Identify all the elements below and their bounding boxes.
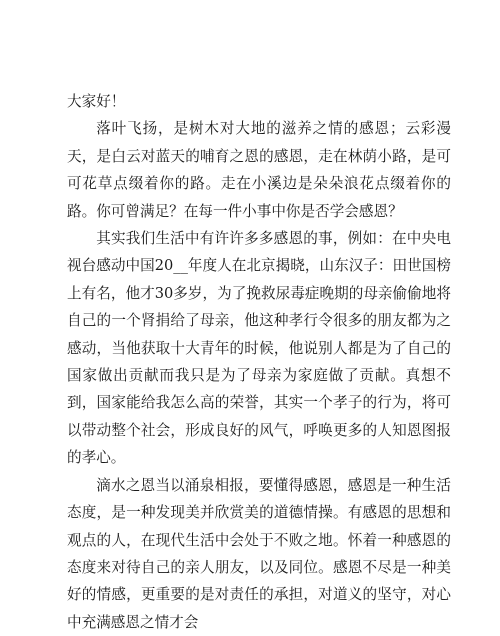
paragraph-gratitude-nature: 落叶飞扬，是树木对大地的滋养之情的感恩；云彩漫天，是白云对蓝天的哺育之恩的感恩，走在林荫小路，是可可花草点缀着你的路。走在小溪边是朵朵浪花点缀着你的路。你可曾满足？在每一件小事中你是否学会感恩？ [67,120,451,220]
paragraph-gratitude-attitude: 滴水之恩当以涌泉相报，要懂得感恩，感恩是一种生活态度，是一种发现美并欣赏美的道德情操。有感恩的思想和观点的人，在现代生活中会处于不败之地。怀着一种感恩的态度来对待自己的亲人朋友，以及同位。感恩不尽是一种美好的情感，更重要的是对责任的承担，对道义的坚守，对心中充满感恩之情才会 [67,476,451,631]
document-body [67,88,451,636]
paragraph-gratitude-example: 其实我们生活中有许许多多感恩的事，例如：在中央电视台感动中国20__年度人在北京揭晓，山东汉子：田世国榜上有名，他才30多岁，为了挽救尿毒症晚期的母亲偷偷地将自己的一个肾捐给了母亲，他这种孝行令很多的朋友都为之感动，当他获取十大青年的时候，他说别人都是为了自己的国家做出贡献而我只是为了母亲为家庭做了贡献。真想不到，国家能给我怎么高的荣誉，其实一个孝子的行为，将可以带动整个社会，形成良好的风气，呼唤更多的人知恩图报的孝心。 [67,230,451,467]
greeting-line: 大家好！ [67,93,126,110]
